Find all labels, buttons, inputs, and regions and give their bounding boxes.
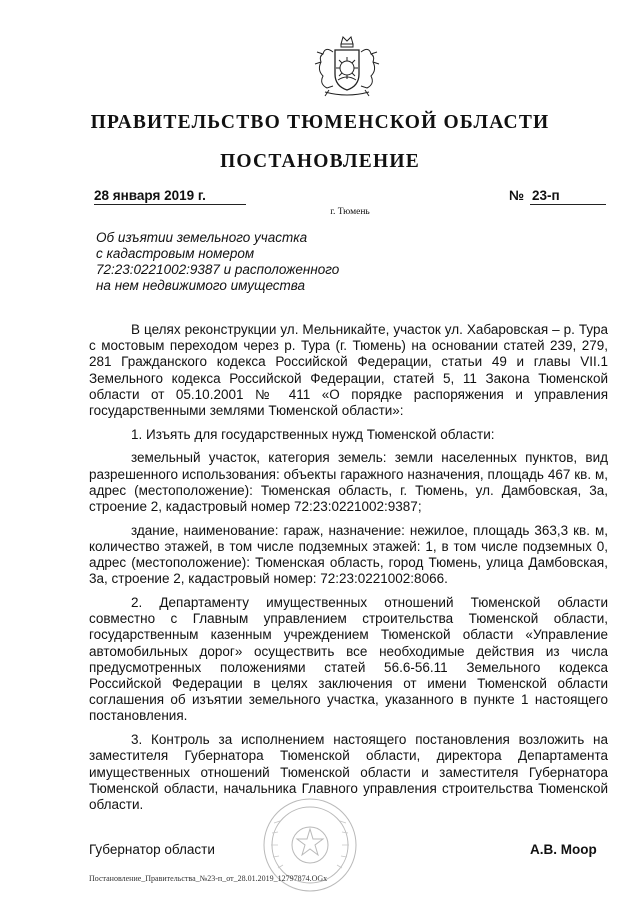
- land-plot-paragraph: земельный участок, категория земель: земли населенных пунктов, вид разрешенного использования: объекты гаражного назначения, площадь 467 кв. м, адрес (местоположение): Тюменская область, г. Тюмень, ул. Дамбовская, 3а, строение 2, кадастровый номер 72:23:0221002:9387;: [89, 450, 608, 515]
- signer-title: Губернатор области: [89, 842, 215, 857]
- subject-line: на нем недвижимого имущества: [96, 278, 306, 293]
- document-number: 23-п: [530, 188, 606, 205]
- preamble-paragraph: В целях реконструкции ул. Мельникайте, участок ул. Хабаровская – р. Тура с мостовым переходом через р. Тура (г. Тюмень) на основании статей 239, 279, 281 Гражданского кодекса Российской Федерации, статьи 49 и главы VII.1 Земельного кодекса Российской Федерации, статей 5, 11 Закона Тюменской области от 05.10.2001 № 411 «О порядке распоряжения и управления государственными землями Тюменской области»:: [89, 322, 608, 419]
- document-body: [89, 322, 608, 821]
- clause-3-paragraph: 3. Контроль за исполнением настоящего постановления возложить на заместителя Губернатора Тюменской области, директора Департамента имущественных отношений Тюменской области и заместителя Губернатора Тюменской области, начальника Главного управления строительства Тюменской области.: [89, 732, 608, 812]
- signer-name: А.В. Моор: [530, 842, 597, 857]
- building-paragraph: здание, наименование: гараж, назначение: нежилое, площадь 363,3 кв. м, количество этажей, в том числе подземных этажей: 1, в том числе подземных 0, адрес (местоположение): Тюменская область, город Тюмень, улица Дамбовская, 3а, строение 2, кадастровый номер: 72:23:0221002:8066.: [89, 522, 608, 587]
- document-type-title: ПОСТАНОВЛЕНИЕ: [220, 151, 420, 172]
- document-subject: [96, 230, 396, 294]
- subject-line: с кадастровым номером: [96, 246, 255, 261]
- document-date: 28 января 2019 г.: [94, 188, 246, 205]
- government-title: ПРАВИТЕЛЬСТВО ТЮМЕНСКОЙ ОБЛАСТИ: [90, 112, 550, 133]
- footer-filename: Постановление_Правительства_№23-п_от_28.01.2019_12797874.OGx: [89, 874, 328, 883]
- clause-1-paragraph: 1. Изъять для государственных нужд Тюменской области:: [131, 426, 495, 442]
- subject-line: Об изъятии земельного участка: [96, 230, 308, 245]
- coat-of-arms-icon: [305, 34, 389, 98]
- subject-line: 72:23:0221002:9387 и расположенного: [96, 262, 340, 277]
- number-label: №: [509, 188, 525, 203]
- document-city: г. Тюмень: [330, 207, 370, 217]
- clause-2-paragraph: 2. Департаменту имущественных отношений Тюменской области совместно с Главным управлением строительства Тюменской области, государственным казенным учреждением Тюменской области «Управление автомобильных дорог» осуществить все необходимые действия из числа предусмотренных положениями статей 56.6-56.11 Земельного кодекса Российской Федерации в целях заключения от имени Тюменской области соглашения об изъятии земельного участка, указанного в пункте 1 настоящего постановления.: [89, 595, 608, 724]
